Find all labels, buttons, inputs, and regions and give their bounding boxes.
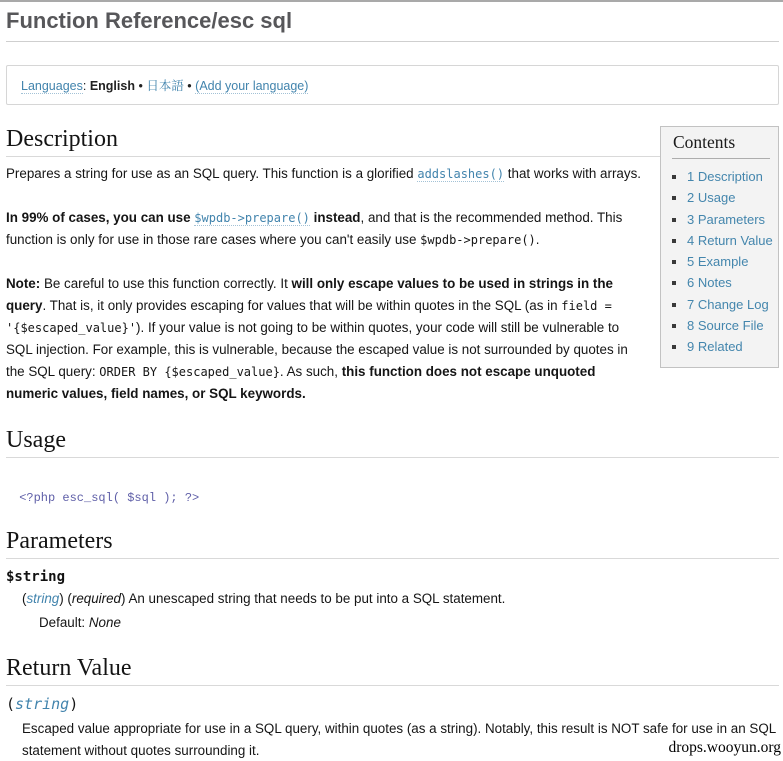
- return-value-heading: Return Value: [6, 655, 779, 686]
- current-language-label: English: [89, 79, 135, 93]
- text-segment: •: [134, 79, 147, 93]
- return-type: [6, 695, 779, 714]
- contents-item: [687, 166, 770, 187]
- text-segment: ) (: [59, 591, 72, 606]
- text-segment: that works with arrays.: [504, 166, 641, 181]
- text-segment: :: [82, 79, 90, 93]
- text-segment: None: [88, 615, 121, 630]
- contents-link-change-log[interactable]: 7 Change Log: [687, 296, 769, 312]
- languages-link[interactable]: Languages: [21, 79, 83, 93]
- watermark: drops.wooyun.org: [668, 739, 781, 756]
- text-segment: (: [22, 591, 27, 606]
- contents-item: [687, 230, 773, 251]
- contents-list: [672, 166, 773, 358]
- contents-link-example[interactable]: 5 Example: [687, 254, 749, 270]
- text-segment: ORDER BY {$escaped_value}: [99, 365, 280, 379]
- text-segment: •: [183, 79, 196, 93]
- contents-item: [687, 272, 770, 293]
- text-segment: Be careful to use this function correctly. It: [40, 276, 292, 291]
- string-type-link[interactable]: string: [26, 591, 60, 606]
- contents-link-return-value[interactable]: 4 Return Value: [687, 232, 773, 248]
- table-of-contents: [660, 126, 779, 368]
- contents-item: [687, 315, 770, 336]
- wpdb-prepare-link[interactable]: $wpdb->prepare(): [194, 211, 310, 225]
- contents-link-usage[interactable]: 2 Usage: [687, 190, 736, 206]
- parameter-description: [22, 588, 779, 610]
- japanese-language-link[interactable]: 日本語: [146, 79, 184, 93]
- text-segment: Prepares a string for use as an SQL query. This function is a glorified: [6, 166, 418, 181]
- text-segment: (: [6, 695, 16, 713]
- contents-item: [687, 187, 770, 208]
- text-segment: ) An unescaped string that needs to be put into a SQL statement.: [121, 591, 506, 606]
- text-segment: instead: [309, 210, 361, 225]
- text-segment: Default:: [39, 615, 89, 630]
- contents-item: [687, 251, 770, 272]
- contents-item: [687, 209, 770, 230]
- addslashes-link[interactable]: addslashes(): [417, 167, 505, 181]
- text-segment: this function does not escape unquoted numeric values, field names, or SQL keywords.: [6, 364, 596, 401]
- contents-link-parameters[interactable]: 3 Parameters: [687, 211, 766, 227]
- page: [0, 2, 783, 761]
- return-description: Escaped value appropriate for use in a SQL query, within quotes (as a string). Notably, this result is NOT safe for use in an SQL statement without quotes surrounding it.: [22, 721, 776, 758]
- add-your-language-link[interactable]: (Add your language): [195, 79, 309, 93]
- text-segment: In 99% of cases, you can use: [6, 210, 195, 225]
- string-type-link[interactable]: string: [15, 695, 70, 713]
- contents-item: [687, 336, 770, 357]
- parameter-name: $string: [6, 569, 66, 585]
- description-heading: Description: [6, 126, 779, 157]
- page-title: Function Reference/esc sql: [6, 8, 779, 42]
- text-segment: , and that is the recommended method. This function is only for use in those rare cases where you can't easily use: [6, 210, 623, 247]
- languages-bar: [6, 65, 779, 105]
- text-segment: Note:: [6, 276, 41, 291]
- contents-link-notes[interactable]: 6 Notes: [687, 275, 732, 291]
- usage-heading: Usage: [6, 427, 779, 458]
- contents-link-related[interactable]: 9 Related: [687, 339, 743, 355]
- text-segment: field = '{$escaped_value}': [6, 299, 612, 335]
- text-segment: . That is, it only provides escaping for values that will be within quotes in the SQL (as in: [42, 298, 562, 313]
- text-segment: .: [535, 232, 540, 247]
- text-segment: ). If your value is not going to be within quotes, your code will still be vulnerable to SQL injection. For example, this is vulnerable, because the escaped value is not surrounded by quotes in the SQL query:: [6, 320, 628, 379]
- contents-link-source-file[interactable]: 8 Source File: [687, 318, 764, 334]
- usage-code: <?php esc_sql( $sql ); ?>: [12, 491, 200, 505]
- text-segment: . As such,: [279, 364, 342, 379]
- text-segment: ): [69, 695, 79, 713]
- text-segment: $wpdb->prepare(): [420, 233, 536, 247]
- text-segment: required: [71, 591, 121, 606]
- parameters-heading: Parameters: [6, 528, 779, 559]
- contents-item: [687, 294, 770, 315]
- usage-code-block: [12, 490, 779, 506]
- contents-link-description[interactable]: 1 Description: [687, 169, 763, 184]
- contents-title: Contents: [672, 132, 770, 159]
- text-segment: will only escape values to be used in strings in the query: [6, 276, 613, 313]
- parameter-default: [39, 612, 779, 633]
